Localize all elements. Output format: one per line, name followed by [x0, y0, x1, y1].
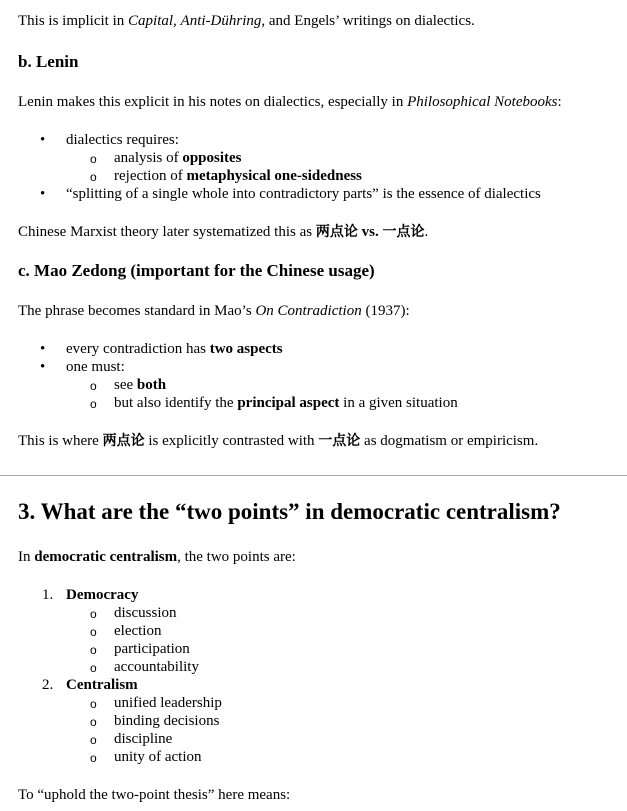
list-item: o accountability [18, 658, 618, 676]
list-item: o analysis of opposites [18, 149, 618, 167]
two-points-list [18, 586, 618, 766]
list-item: o binding decisions [18, 712, 618, 730]
list-item: o participation [18, 640, 618, 658]
list-item: o but also identify the principal aspect in a given situation [18, 394, 618, 412]
list-item: o unified leadership [18, 694, 618, 712]
capital-title: Capital [128, 13, 174, 29]
section-divider [0, 475, 627, 476]
intro-paragraph: This is implicit in Capital, Anti-Dühring, and Engels’ writings on dialectics. [18, 13, 475, 29]
section3-paragraph: In democratic centralism, the two points are: [18, 549, 296, 565]
mao-paragraph: The phrase becomes standard in Mao’s On Contradiction (1937): [18, 303, 410, 319]
section3-heading: 3. What are the “two points” in democratic centralism? [18, 499, 561, 524]
list-item: • every contradiction has two aspects [18, 340, 618, 358]
closing-paragraph: To “uphold the two-point thesis” here means: [18, 787, 291, 803]
contrast-paragraph: This is where 两点论 is explicitly contrasted with 一点论 as dogmatism or empiricism. [18, 433, 539, 449]
list-item: o unity of action [18, 748, 618, 766]
list-item: • dialectics requires: [18, 131, 618, 149]
mao-bullet-list [18, 340, 618, 412]
list-item: o see both [18, 376, 618, 394]
list-item-centralism: 2. Centralism [42, 677, 138, 693]
philosophical-notebooks-title: Philosophical Notebooks [407, 94, 558, 110]
list-item: o discussion [18, 604, 618, 622]
list-item: o discipline [18, 730, 618, 748]
document-body [18, 12, 618, 804]
on-contradiction-title: On Contradiction [255, 303, 362, 319]
lenin-paragraph: Lenin makes this explicit in his notes on dialectics, especially in Philosophical Notebooks: [18, 94, 562, 110]
list-item: o election [18, 622, 618, 640]
lenin-heading: b. Lenin [18, 52, 79, 71]
anti-duhring-title: Anti-Dühring [180, 13, 262, 29]
mao-heading: c. Mao Zedong (important for the Chinese usage) [18, 261, 375, 280]
list-item: o rejection of metaphysical one-sidedness [18, 167, 618, 185]
list-item: • “splitting of a single whole into contradictory parts” is the essence of dialectics [18, 185, 618, 203]
list-item: • one must: [18, 358, 618, 376]
lenin-bullet-list [18, 131, 618, 203]
chinese-theory-paragraph: Chinese Marxist theory later systematized this as 两点论 vs. 一点论. [18, 224, 429, 240]
list-item-democracy: 1. Democracy [42, 587, 139, 603]
